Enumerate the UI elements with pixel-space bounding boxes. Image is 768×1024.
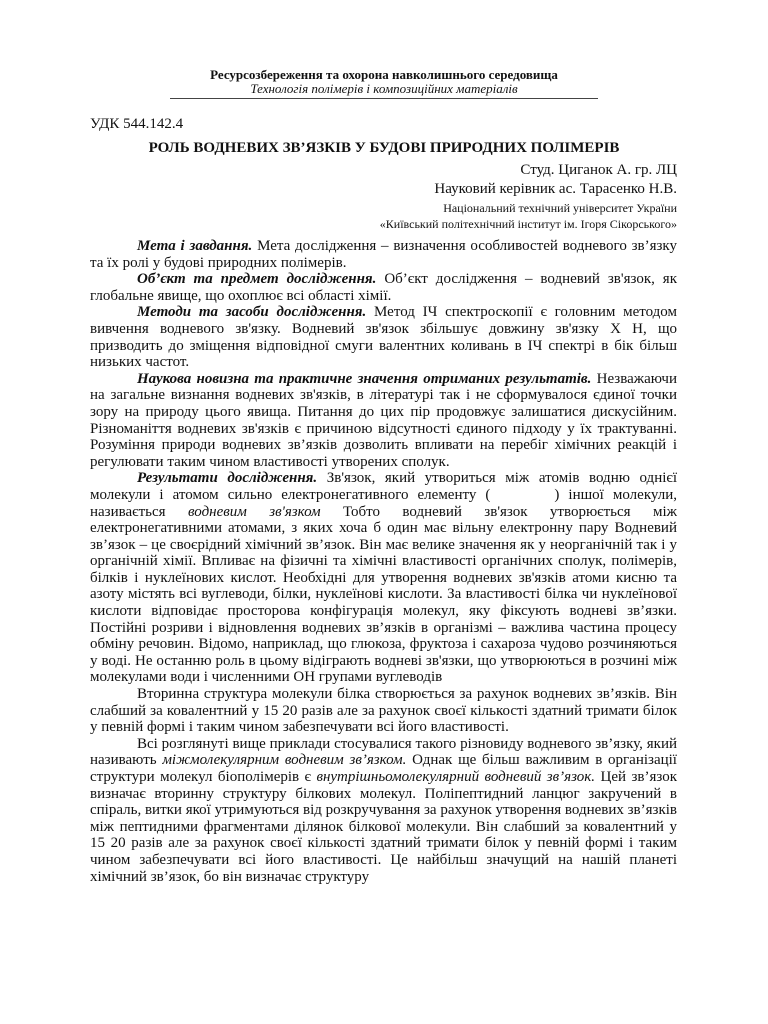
aim-label: Мета і завдання. xyxy=(137,238,253,254)
author-supervisor: Науковий керівник ас. Тарасенко Н.В. xyxy=(434,181,677,197)
results-text-3: Тобто водневий зв'язок утворюється між електронегативними атомами, з яких хоча б один має вільну електронну пару Водневий зв’язок – це своєрідний хімічний зв’язок. Він має велике значення як у неорганічній так і у органічній хімії. Впливає на фізичні та хімічні властивості органічних сполук, полімерів, білків і нуклеїнових кислот. Необхідні для утворення водневих зв'язків атоми кисню та азоту містять всі вуглеводи, білки, нуклеїнові кислоти. За властивості білка чи нуклеїнової кислоти відповідає просторова конфігурація молекул, яку фіксують водневі зв’язки. Постійні розриви і відновлення водневих зв’язків в організмі – важлива частина процесу обміну речовин. Відомо, наприклад, що глюкоза, фруктоза і сахароза чудово розчиняються у воді. Не останню роль в цьому відіграють водневі зв'язки, що утворюються в розчині між молекулами води і численними ОН групами вуглеводів xyxy=(90,503,677,686)
author-student: Студ. Циганок А. гр. ЛЦ xyxy=(520,162,677,178)
types-text-3: Цей зв’язок визначає вторинну структуру білкових молекул. Поліпептидний ланцюг закручений в спіраль, витки якої утримуються від розкручування за рахунок утворення водневих зв’язків між пептидними фрагментами ділянок білкової молекули. Він слабший за ковалентний у 15 20 разів але за рахунок своєї кількості здатний тримати білок у певній формі і таким чином забезпечувати всі його властивості. Це найбільш значущий на нашій планеті хімічний зв’язок, бо він визначає структуру xyxy=(90,769,677,885)
paragraph-secondary-structure: Вторинна структура молекули білка створюється за рахунок водневих зв’язків. Він слабший за ковалентний у 15 20 разів але за рахунок своєї кількості здатний тримати білок у певній формі і таким чином забезпечувати всі його властивості. xyxy=(90,686,677,736)
results-text-1: Зв'язок, який утвориться між атомів водню однієї молекули і атомом сильно електронегативного елементу ( xyxy=(90,470,677,503)
types-text-1: Всі розглянуті вище приклади стосувалися такого різновиду водневого зв’язку, який називають xyxy=(90,735,677,769)
paragraph-aim xyxy=(90,238,677,271)
object-label: Об’єкт та предмет дослідження. xyxy=(137,271,377,288)
methods-text: Метод ІЧ спектроскопії є головним методом вивчення водневого зв'язку. Водневий зв'язок збільшує довжину зв'язку Х Н, що призводить до зміщення відповідної смуги валентних коливань в ІЧ спектрі в бік більш низьких частот. xyxy=(90,304,677,371)
paragraph-object xyxy=(90,271,677,304)
methods-label: Методи та засоби дослідження. xyxy=(137,304,367,321)
article-body xyxy=(90,238,677,885)
journal-title: Ресурсозбереження та охорона навколишнього середовища xyxy=(210,67,558,82)
novelty-label: Наукова новизна та практичне значення отриманих результатів. xyxy=(137,370,592,387)
paragraph-bond-types xyxy=(90,736,677,885)
header-rule xyxy=(170,98,598,99)
novelty-text: Незважаючи на загальне визнання водневих зв'язків, в літературі так і не сформувалося єдиної точки зору на природу цього явища. Питання до цих пір продовжує залишатися дискусійним. Різноманіття водневих зв'язків є причиною відсутності єдиного підходу у їх трактуванні. Розуміння природи водневих зв’язків дозволить впливати на перебіг хімічних реакцій і регулювати таким чином властивості утворених сполук. xyxy=(90,370,677,470)
types-term-1: міжмолекулярним водневим зв’язком. xyxy=(162,752,407,769)
udc-code: УДК 544.142.4 xyxy=(90,116,184,132)
paragraph-novelty xyxy=(90,371,677,471)
aim-text: Мета дослідження – визначення особливостей водневого зв’язку та їх ролі у будові природних полімерів. xyxy=(90,238,677,271)
article-title: РОЛЬ ВОДНЕВИХ ЗВ’ЯЗКІВ У БУДОВІ ПРИРОДНИХ ПОЛІМЕРІВ xyxy=(148,140,620,156)
results-text-2: ) іншої молекули, називається xyxy=(90,486,677,520)
section-title: Технологія полімерів і композиційних матеріалів xyxy=(250,81,518,96)
paragraph-results xyxy=(90,470,677,686)
object-text: Об’єкт дослідження – водневий зв'язок, як глобальне явище, що охоплює всі області хімії. xyxy=(90,271,677,304)
paragraph-methods xyxy=(90,304,677,370)
types-text-2: Однак ще більш важливим в організації структури молекул біополімерів є xyxy=(90,752,677,785)
author-university: Національний технічний університет України xyxy=(443,201,677,215)
types-term-2: внутрішньомолекулярний водневий зв’язок. xyxy=(316,769,596,785)
results-term: водневим зв'язком xyxy=(187,503,321,520)
author-institute: «Київський політехнічний інститут ім. Ігоря Сікорського» xyxy=(379,217,677,231)
results-label: Результати дослідження. xyxy=(137,470,318,487)
